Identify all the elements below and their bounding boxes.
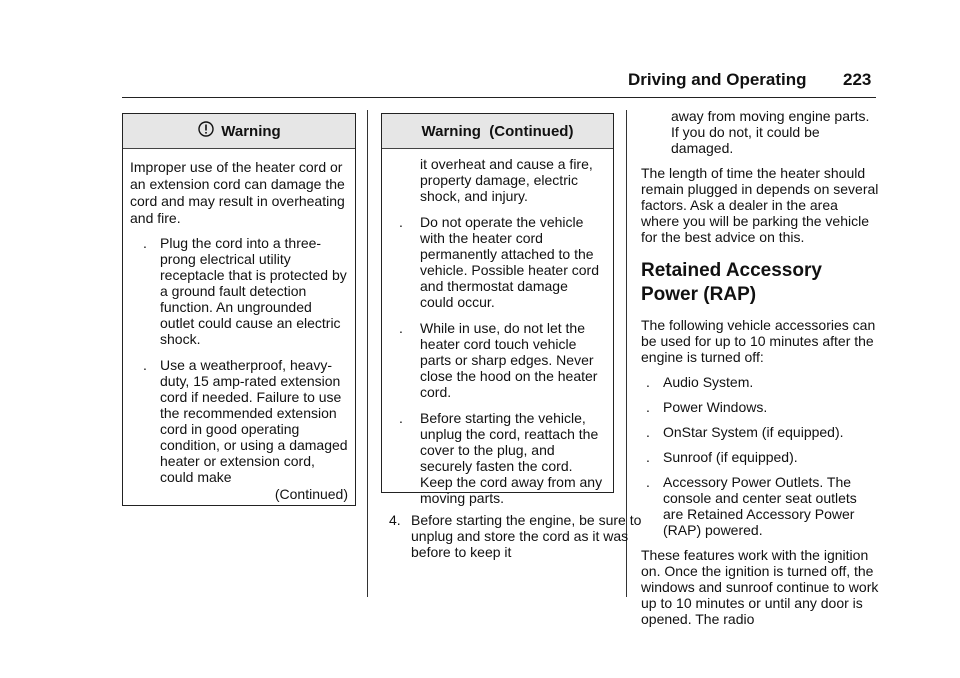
warning-intro: Improper use of the heater cord or an extension cord can damage the cord and may result in overheating and fire. [130,159,345,226]
list-item: . OnStar System (if equipped). [641,424,879,440]
bullet-symbol: . [646,399,650,415]
warning-bullet: . Do not operate the vehicle with the heater cord permanently attached to the vehicle. Possible heater cord and thermostat damage could occur. [390,214,605,310]
bullet-symbol: . [143,235,147,251]
warning-continuation: it overheat and cause a fire, property damage, electric shock, and injury. [420,156,593,204]
bullet-symbol: . [143,357,147,373]
list-item: . Power Windows. [641,399,879,415]
warning-bullet: . Plug the cord into a three-prong electrical utility receptacle that is protected by a ground fault detection function. An ungrounded outlet could cause an electric shock. [138,235,348,347]
step-continuation: away from moving engine parts. If you do not, it could be damaged. [671,108,870,156]
warning-bullet: . Use a weatherproof, heavy-duty, 15 amp-rated extension cord if needed. Failure to use the recommended extension cord in good operating condition, or using a damaged heater or extension cord, could make [138,357,348,485]
warning-header [382,114,613,149]
rap-paragraph: These features work with the ignition on. Once the ignition is turned off, the windows and sunroof continue to work up to 10 minutes or until any door is opened. The radio [641,547,879,627]
bullet-symbol: . [399,214,403,230]
warning-bullet: . Before starting the vehicle, unplug the cord, reattach the cover to the plug, and securely fasten the cord. Keep the cord away from any moving parts. [390,410,605,506]
warning-bullet: . While in use, do not let the heater cord touch vehicle parts or sharp edges. Never close the hood on the heater cord. [390,320,605,400]
warning-box [122,113,356,506]
bullet-symbol: . [399,410,403,426]
right-column [641,108,879,627]
column-divider-left [367,110,368,597]
bullet-symbol: . [646,424,650,440]
warning-icon [197,121,215,141]
page-header-title: Driving and Operating [628,70,807,89]
list-item: . Accessory Power Outlets. The console and center seat outlets are Retained Accessory Power (RAP) powered. [641,474,879,538]
bullet-symbol: . [399,320,403,336]
section-heading: Retained Accessory Power (RAP) [641,260,822,305]
page-number: 223 [843,70,872,89]
numbered-step [389,512,643,560]
step-text: Before starting the engine, be sure to unplug and store the cord as it was before to keep it [411,512,642,560]
warning-box-continued [381,113,614,506]
header-divider [122,97,876,98]
section-intro: The following vehicle accessories can be used for up to 10 minutes after the engine is turned off: [641,317,876,365]
warning-title: Warning [221,122,281,140]
warning-title: Warning (Continued) [421,122,574,140]
step-number: 4. [389,512,401,528]
warning-header [123,114,355,149]
bullet-symbol: . [646,374,650,390]
list-item: . Audio System. [641,374,879,390]
heater-paragraph: The length of time the heater should remain plugged in depends on several factors. Ask a dealer in the area where you will be parking the vehicle for the best advice on this. [641,165,879,245]
continued-label: (Continued) [274,486,348,502]
list-item: . Sunroof (if equipped). [641,449,879,465]
bullet-symbol: . [646,474,650,490]
bullet-symbol: . [646,449,650,465]
